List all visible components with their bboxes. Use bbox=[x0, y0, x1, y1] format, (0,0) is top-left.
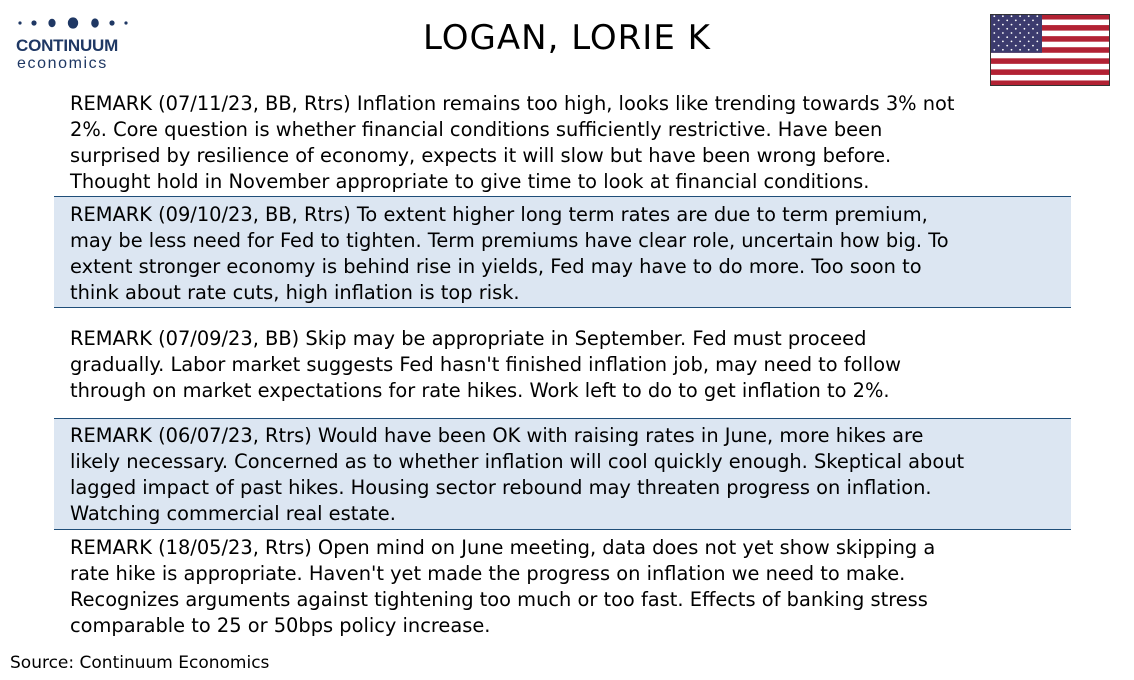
remark-line: likely necessary. Concerned as to whether inflation will cool quickly enough. Skeptical about bbox=[70, 450, 965, 473]
source-note: Source: Continuum Economics bbox=[10, 653, 270, 673]
remark-line: REMARK (06/07/23, Rtrs) Would have been OK with raising rates in June, more hikes are bbox=[70, 424, 924, 447]
remark-line: rate hike is appropriate. Haven't yet made the progress on inflation we need to make. bbox=[70, 562, 906, 585]
remark-line: extent stronger economy is behind rise in yields, Fed may have to do more. Too soon to bbox=[70, 255, 922, 278]
remark-item bbox=[54, 90, 1071, 196]
remark-line: surprised by resilience of economy, expects it will slow but have been wrong before. bbox=[70, 144, 892, 167]
remark-line: think about rate cuts, high inflation is top risk. bbox=[70, 281, 520, 304]
remark-line: through on market expectations for rate hikes. Work left to do to get inflation to 2%. bbox=[70, 379, 890, 402]
remark-line: Recognizes arguments against tightening too much or too fast. Effects of banking stress bbox=[70, 588, 928, 611]
remark-line: Watching commercial real estate. bbox=[70, 502, 396, 525]
remark-line: comparable to 25 or 50bps policy increase. bbox=[70, 614, 491, 637]
remark-line: REMARK (07/09/23, BB) Skip may be appropriate in September. Fed must proceed bbox=[70, 327, 867, 350]
remark-line: lagged impact of past hikes. Housing sector rebound may threaten progress on inflation. bbox=[70, 476, 932, 499]
remark-line: gradually. Labor market suggests Fed hasn't finished inflation job, may need to follow bbox=[70, 353, 901, 376]
remark-item bbox=[54, 418, 1071, 530]
remark-line: 2%. Core question is whether financial conditions sufficiently restrictive. Have been bbox=[70, 118, 883, 141]
remark-item bbox=[54, 196, 1071, 308]
remarks-list bbox=[54, 90, 1071, 638]
us-flag-icon bbox=[990, 14, 1110, 86]
logo-wordmark: CONTINUUM bbox=[16, 36, 119, 55]
logo-subtitle: economics bbox=[17, 55, 108, 72]
page-title: LOGAN, LORIE K bbox=[423, 18, 711, 58]
remark-line: REMARK (18/05/23, Rtrs) Open mind on June meeting, data does not yet show skipping a bbox=[70, 536, 936, 559]
remark-item bbox=[54, 308, 1071, 418]
remark-line: may be less need for Fed to tighten. Term premiums have clear role, uncertain how big. To bbox=[70, 229, 949, 252]
remark-line: Thought hold in November appropriate to give time to look at financial conditions. bbox=[70, 170, 870, 193]
remark-item bbox=[54, 530, 1071, 638]
remark-line: REMARK (07/11/23, BB, Rtrs) Inflation remains too high, looks like trending towards 3% not bbox=[70, 92, 955, 115]
remark-line: REMARK (09/10/23, BB, Rtrs) To extent higher long term rates are due to term premium, bbox=[70, 203, 928, 226]
